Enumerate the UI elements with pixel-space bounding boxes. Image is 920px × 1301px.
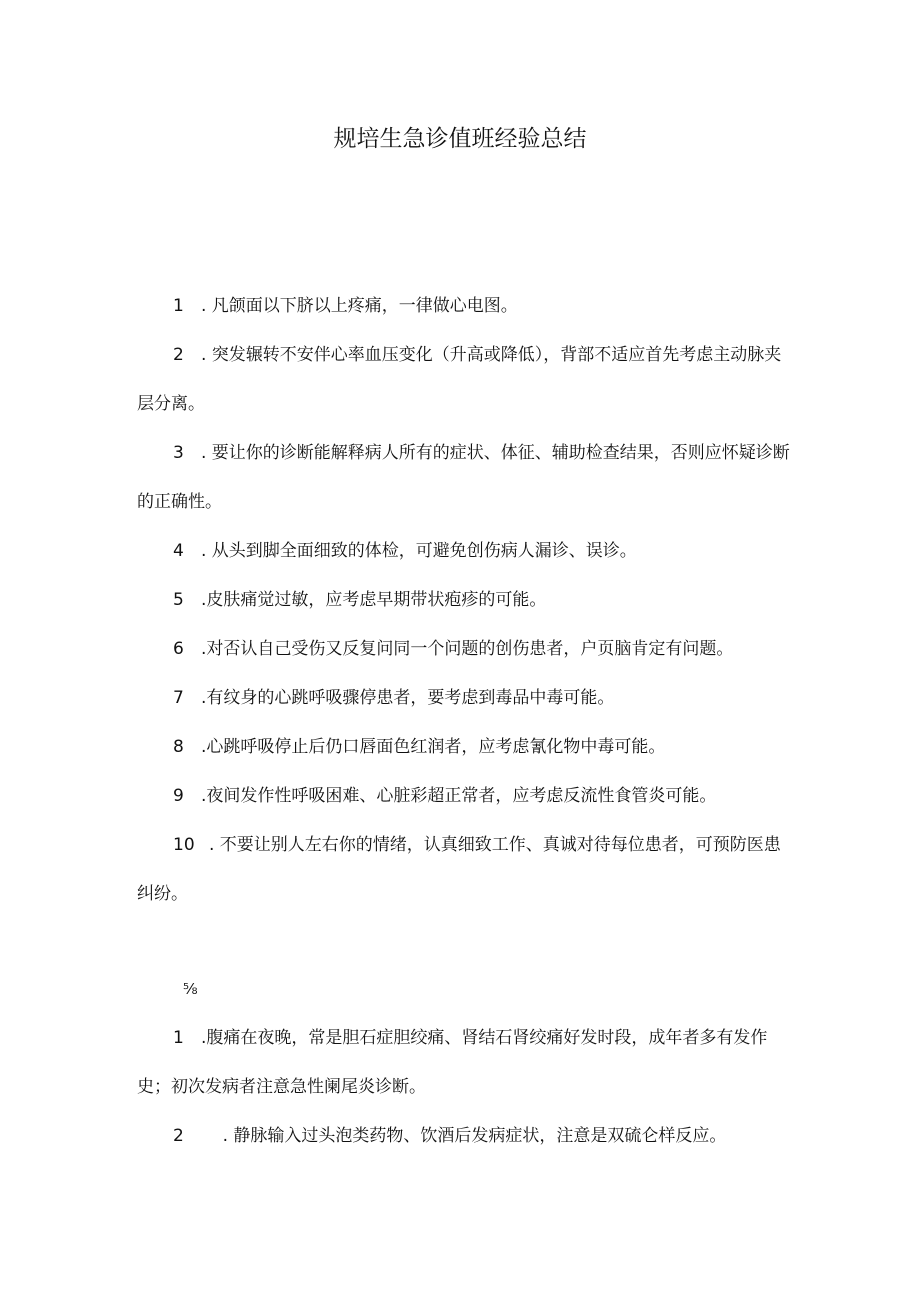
item-text: .心跳呼吸停止后仍口唇面色红润者，应考虑氰化物中毒可能。 [201, 737, 666, 757]
item-text: . 不要让别人左右你的情绪，认真细致工作、真诚对待每位患者，可预防医患纠纷。 [137, 835, 781, 904]
item-number: 3 [173, 443, 184, 463]
item-text: .腹痛在夜晚，常是胆石症胆绞痛、肾结石肾绞痛好发时段，成年者多有发作史；初次发病者注意急性阑尾炎诊断。 [137, 1028, 768, 1097]
list-item [137, 527, 792, 576]
item-number: 1 [173, 1028, 184, 1048]
item-number: 7 [173, 688, 184, 708]
item-number: 2 [173, 345, 184, 365]
item-text: . 从头到脚全面细致的体检，可避免创伤病人漏诊、误诊。 [201, 541, 637, 561]
list-item [137, 429, 792, 527]
list-item [137, 331, 792, 429]
list-item [137, 1112, 792, 1161]
item-text: .夜间发作性呼吸困难、心脏彩超正常者，应考虑反流性食管炎可能。 [201, 786, 717, 806]
item-number: 6 [173, 639, 184, 659]
item-number: 10 [173, 835, 195, 855]
item-number: 2 [173, 1126, 184, 1146]
section-mark: ⅝ [183, 980, 198, 998]
list-item [137, 723, 792, 772]
list-item [137, 674, 792, 723]
list-item [137, 576, 792, 625]
item-text: . 凡颌面以下脐以上疼痛，一律做心电图。 [201, 296, 518, 316]
item-text: . 要让你的诊断能解释病人所有的症状、体征、辅助检查结果，否则应怀疑诊断的正确性。 [137, 443, 790, 512]
document-body [137, 282, 792, 1161]
item-number: 9 [173, 786, 184, 806]
item-text: .对否认自己受伤又反复问同一个问题的创伤患者，户页脑肯定有问题。 [201, 639, 734, 659]
document-title: 规培生急诊值班经验总结 [333, 126, 587, 152]
item-number: 1 [173, 296, 184, 316]
item-text: . 突发辗转不安伴心率血压变化（升高或降低），背部不适应首先考虑主动脉夹层分离。 [137, 345, 782, 414]
list-item [137, 821, 792, 919]
list-item [137, 1014, 792, 1112]
item-text: .皮肤痛觉过敏，应考虑早期带状疱疹的可能。 [201, 590, 547, 610]
item-number: 5 [173, 590, 184, 610]
item-number: 4 [173, 541, 184, 561]
item-text: .有纹身的心跳呼吸骤停患者，要考虑到毒品中毒可能。 [201, 688, 615, 708]
list-item [137, 625, 792, 674]
item-text: . 静脉输入过头泡类药物、饮酒后发病症状，注意是双硫仑样反应。 [201, 1126, 727, 1146]
item-number: 8 [173, 737, 184, 757]
list-item [137, 772, 792, 821]
list-item [137, 282, 792, 331]
